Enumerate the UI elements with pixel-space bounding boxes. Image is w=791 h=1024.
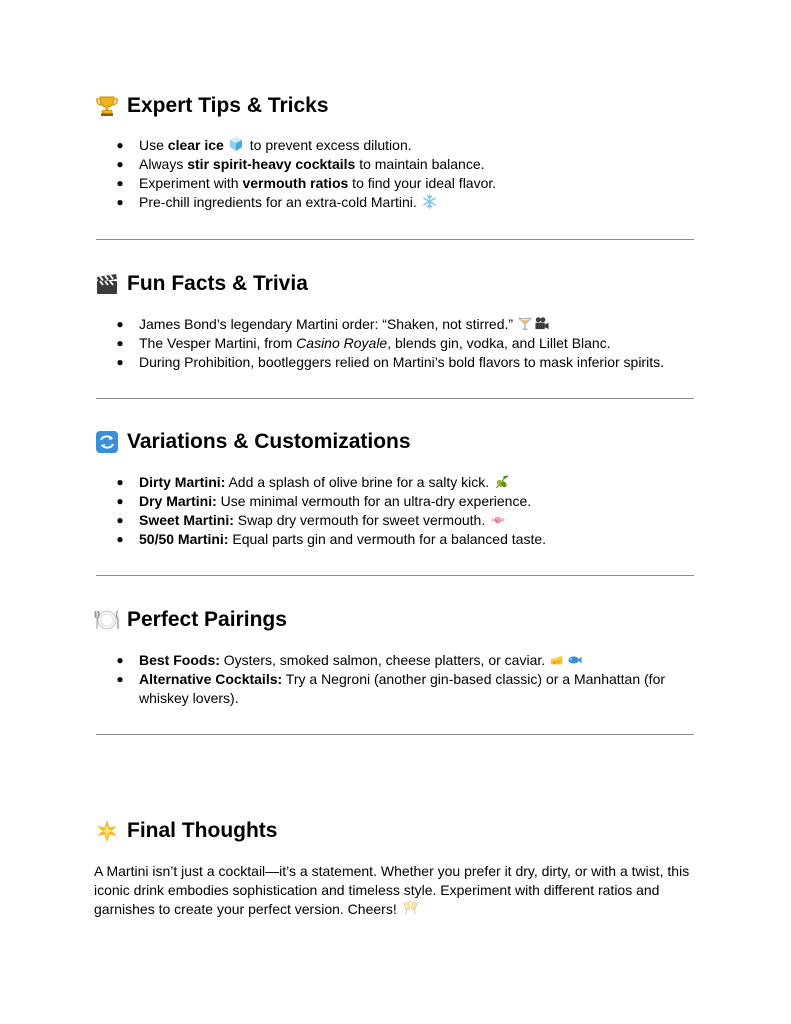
section-heading bbox=[94, 92, 704, 120]
item-bold: Dirty Martini: bbox=[139, 474, 226, 490]
item-bold: Sweet Martini: bbox=[139, 512, 234, 528]
clapper-board-icon bbox=[94, 271, 120, 297]
list-item bbox=[94, 651, 704, 670]
list-item bbox=[94, 473, 704, 492]
list-item bbox=[94, 174, 704, 193]
section-fun-facts bbox=[94, 270, 704, 372]
section-title: Variations & Customizations bbox=[127, 430, 411, 453]
item-text: Add a splash of olive brine for a salty kick. bbox=[225, 474, 490, 490]
item-text: Equal parts gin and vermouth for a balanced taste. bbox=[228, 531, 547, 547]
section-expert-tips bbox=[94, 92, 704, 212]
bullet-dot: ● bbox=[116, 494, 124, 508]
movie-camera-icon bbox=[534, 316, 550, 331]
item-bold: 50/50 Martini: bbox=[139, 531, 229, 547]
item-bold: clear ice bbox=[167, 137, 224, 153]
item-text: Pre-chill ingredients for an extra-cold Martini. bbox=[139, 194, 417, 210]
bullet-dot: ● bbox=[116, 317, 124, 331]
bullet-dot: ● bbox=[116, 653, 124, 667]
item-italic: Casino Royale bbox=[296, 335, 388, 351]
section-pairings bbox=[94, 606, 704, 708]
item-text: Use minimal vermouth for an ultra-dry experience. bbox=[216, 493, 532, 509]
bullet-dot: ● bbox=[116, 138, 124, 152]
section-title: Expert Tips & Tricks bbox=[127, 94, 329, 117]
list-item bbox=[94, 193, 704, 212]
list-item bbox=[94, 511, 704, 530]
section-heading bbox=[94, 606, 704, 634]
item-text: to maintain balance. bbox=[355, 156, 485, 172]
item-text: , blends gin, vodka, and Lillet Blanc. bbox=[387, 335, 611, 351]
item-text: Experiment with bbox=[139, 175, 243, 191]
divider bbox=[96, 575, 694, 576]
item-text: The Vesper Martini, from bbox=[139, 335, 297, 351]
facts-list bbox=[94, 315, 704, 372]
section-heading bbox=[94, 270, 704, 298]
bullet-dot: ● bbox=[116, 195, 124, 209]
final-paragraph bbox=[94, 862, 704, 919]
bullet-dot: ● bbox=[116, 157, 124, 171]
variations-list bbox=[94, 473, 704, 549]
fish-icon bbox=[566, 653, 583, 667]
paragraph-text: A Martini isn’t just a cocktail—it’s a statement. Whether you prefer it dry, dirty, or with a twist, this iconic drink embodies sophistication and timeless style. Experiment with different ratios and garnishes to create your perfect version. Cheers! bbox=[94, 863, 690, 917]
bullet-dot: ● bbox=[116, 336, 124, 350]
bullet-dot: ● bbox=[116, 176, 124, 190]
bullet-dot: ● bbox=[116, 355, 124, 369]
list-item bbox=[94, 670, 704, 708]
list-item bbox=[94, 530, 704, 549]
item-bold: Alternative Cocktails: bbox=[139, 671, 283, 687]
list-item bbox=[94, 353, 704, 372]
candy-icon bbox=[490, 513, 506, 527]
section-title: Perfect Pairings bbox=[127, 608, 287, 631]
section-heading bbox=[94, 428, 704, 456]
arrows-cycle-icon bbox=[94, 429, 120, 455]
item-text: Swap dry vermouth for sweet vermouth. bbox=[233, 512, 486, 528]
item-bold: Best Foods: bbox=[139, 652, 220, 668]
bullet-dot: ● bbox=[116, 513, 124, 527]
section-variations bbox=[94, 428, 704, 549]
divider bbox=[96, 734, 694, 735]
item-text: Oysters, smoked salmon, cheese platters, or caviar. bbox=[219, 652, 546, 668]
list-item bbox=[94, 334, 704, 353]
bullet-dot: ● bbox=[116, 532, 124, 546]
cheese-icon bbox=[549, 653, 565, 667]
section-heading bbox=[94, 817, 704, 845]
tips-list bbox=[94, 136, 704, 212]
divider bbox=[96, 398, 694, 399]
list-item bbox=[94, 315, 704, 334]
item-bold: stir spirit-heavy cocktails bbox=[187, 156, 356, 172]
item-text: James Bond’s legendary Martini order: “Shaken, not stirred.” bbox=[139, 316, 514, 332]
item-text: to find your ideal flavor. bbox=[348, 175, 497, 191]
bullet-dot: ● bbox=[116, 475, 124, 489]
item-text: Always bbox=[139, 156, 188, 172]
glowing-star-icon bbox=[94, 818, 120, 844]
section-title: Fun Facts & Trivia bbox=[127, 272, 308, 295]
bullet-dot: ● bbox=[116, 672, 124, 686]
item-bold: Dry Martini: bbox=[139, 493, 217, 509]
list-item bbox=[94, 136, 704, 155]
divider bbox=[96, 239, 694, 240]
ice-cube-icon bbox=[228, 136, 244, 152]
list-item bbox=[94, 155, 704, 174]
plate-cutlery-icon bbox=[94, 607, 120, 633]
item-text: During Prohibition, bootleggers relied on Martini’s bold flavors to mask inferior spirits. bbox=[139, 354, 664, 370]
snowflake-icon bbox=[422, 194, 437, 209]
section-final-thoughts bbox=[94, 817, 704, 919]
list-item bbox=[94, 492, 704, 511]
section-title: Final Thoughts bbox=[127, 819, 278, 842]
olive-icon bbox=[494, 474, 510, 489]
pairings-list bbox=[94, 651, 704, 708]
cocktail-glass-icon bbox=[518, 316, 532, 331]
item-bold: vermouth ratios bbox=[242, 175, 349, 191]
item-text: Try a Negroni (another gin-based classic) or a Manhattan (for whiskey lovers). bbox=[139, 671, 666, 706]
item-text: Use bbox=[139, 137, 168, 153]
item-text: to prevent excess dilution. bbox=[245, 137, 412, 153]
clinking-glasses-icon bbox=[402, 900, 419, 916]
trophy-icon bbox=[94, 93, 120, 119]
